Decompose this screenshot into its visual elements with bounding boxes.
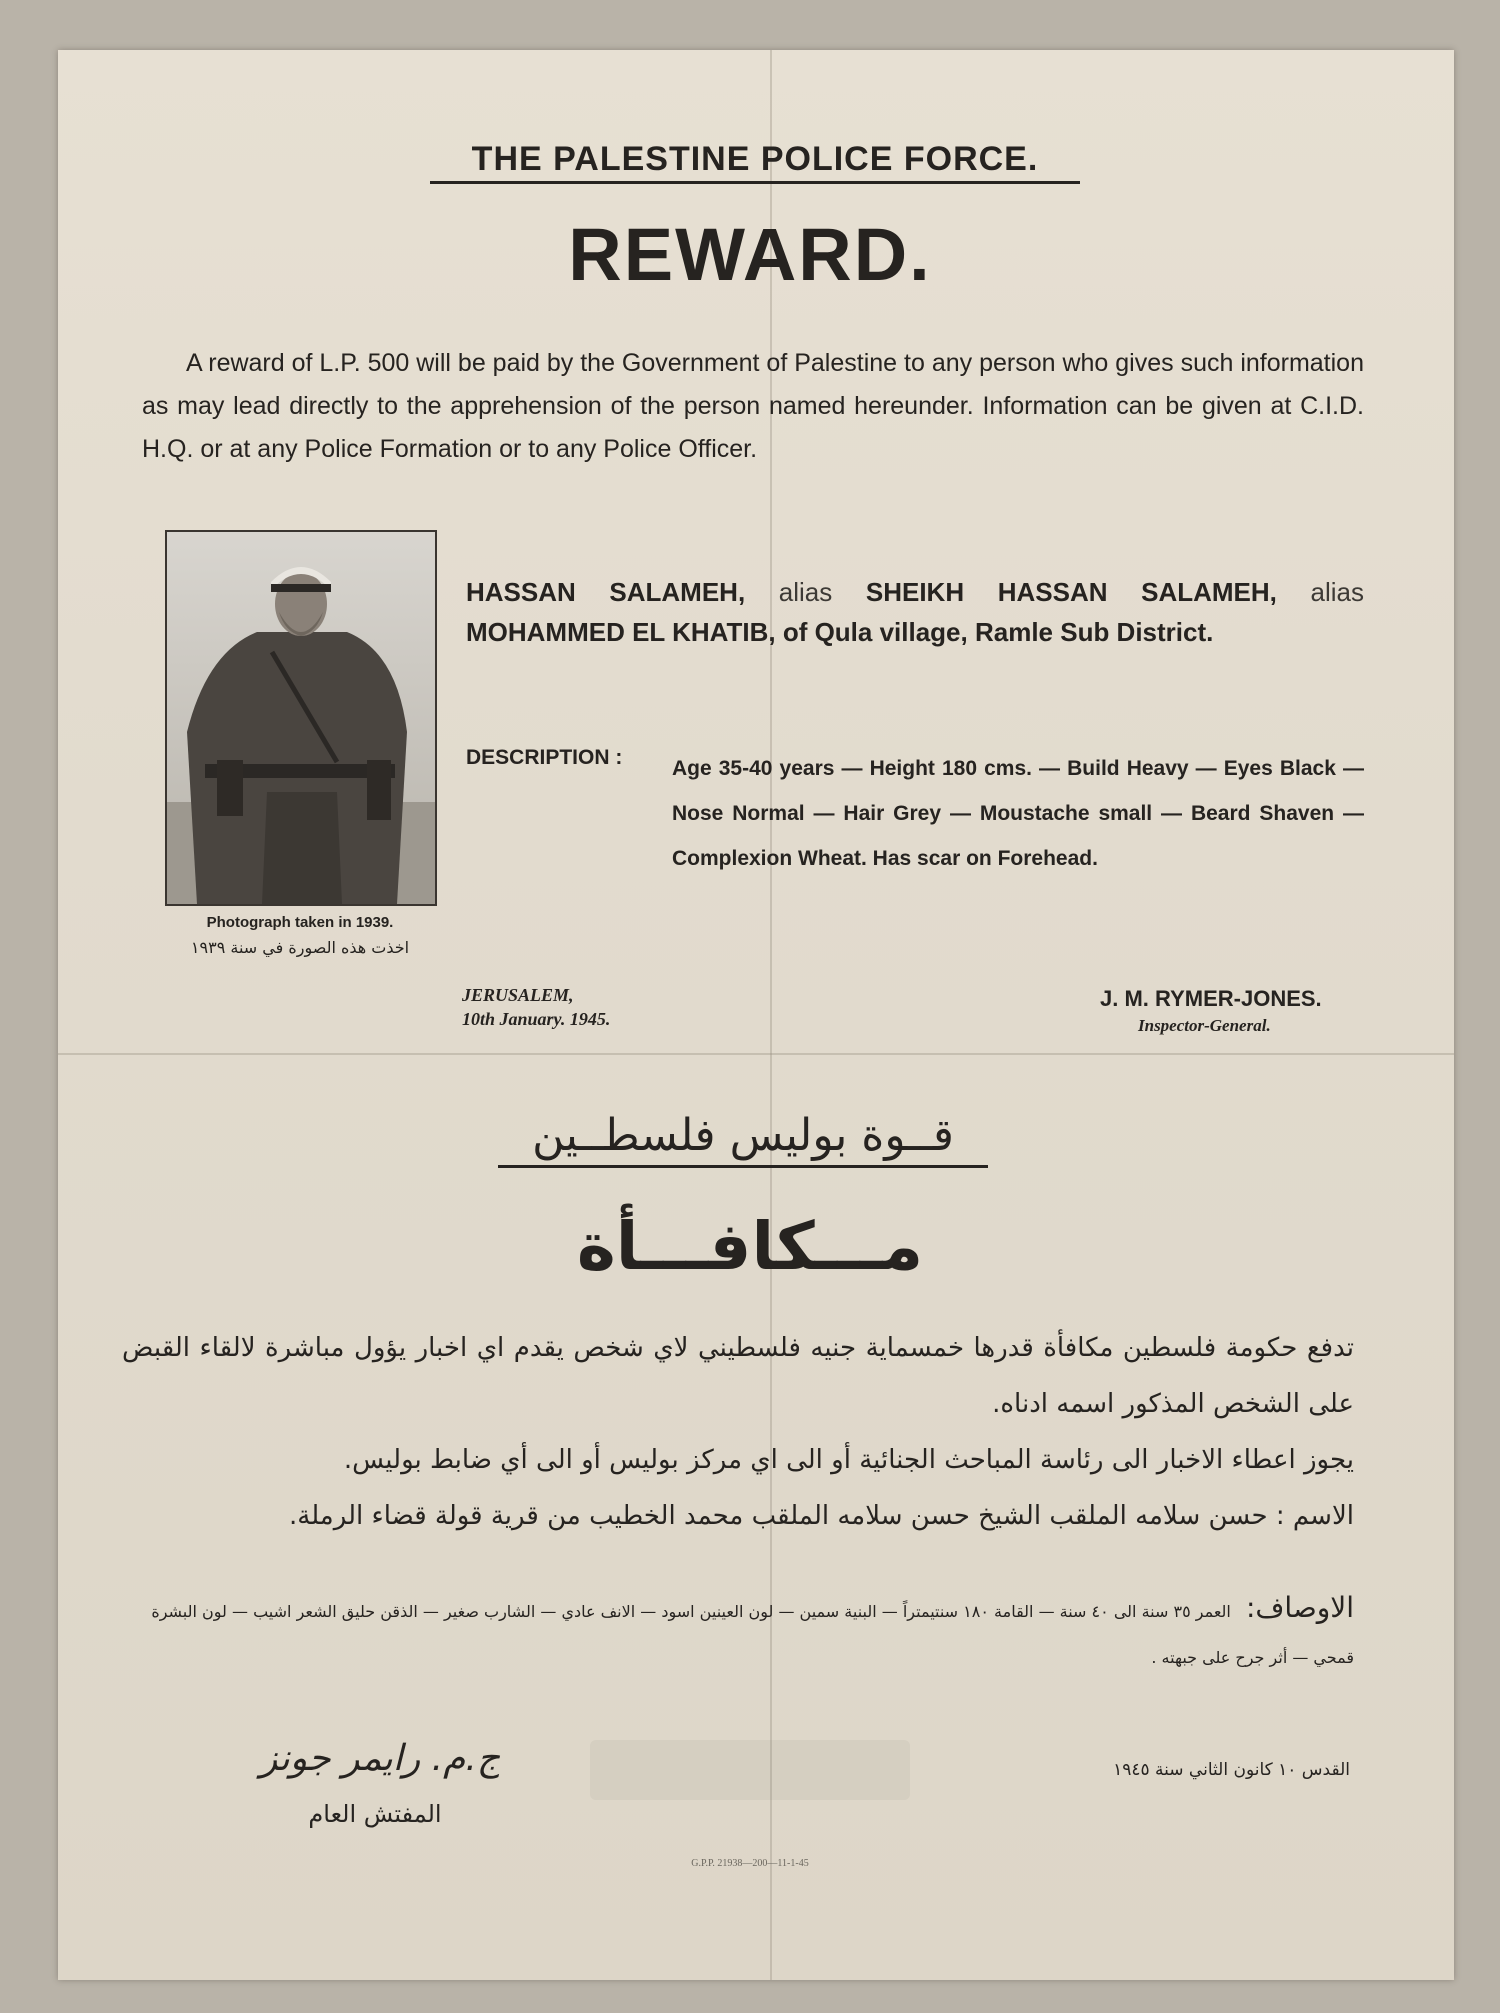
signer-title: Inspector-General. bbox=[1138, 1016, 1271, 1035]
person-origin: of Qula village, Ramle Sub District. bbox=[782, 617, 1214, 647]
arabic-description-label: الاوصاف: bbox=[1245, 1591, 1354, 1624]
poster-header-title: THE PALESTINE POLICE FORCE. bbox=[430, 140, 1080, 184]
person-alias-2: MOHAMMED EL KHATIB, bbox=[466, 617, 776, 647]
reward-heading: REWARD. bbox=[568, 213, 932, 296]
arabic-header-title: قــوة بوليس فلسطــين bbox=[498, 1110, 988, 1168]
description-label: DESCRIPTION : bbox=[466, 746, 623, 769]
alias-word: alias bbox=[1310, 577, 1364, 607]
fold-line-vertical bbox=[770, 50, 772, 1980]
print-code: G.P.P. 21938—200—11-1-45 bbox=[691, 1858, 809, 1869]
description-text: Age 35-40 years — Height 180 cms. — Build Heavy — Eyes Black — Nose Normal — Hair Grey — Moustache small — Beard Shaven — Complexion Wheat. Has scar on Forehead. bbox=[672, 757, 1364, 870]
alias-word: alias bbox=[778, 577, 833, 607]
signer-name: J. M. RYMER-JONES. bbox=[1100, 986, 1322, 1011]
person-name: HASSAN SALAMEH, bbox=[466, 577, 746, 607]
wanted-person-block bbox=[466, 572, 1364, 652]
faded-stamp bbox=[590, 1740, 910, 1800]
arabic-name-line bbox=[122, 1488, 1354, 1544]
photo-caption-english: Photograph taken in 1939. bbox=[206, 914, 394, 931]
arabic-paragraph-2: يجوز اعطاء الاخبار الى رئاسة المباحث الجنائية أو الى اي مركز بوليس أو الى أي ضابط بوليس. bbox=[343, 1445, 1354, 1475]
arabic-name-label: الاسم : bbox=[1275, 1501, 1354, 1531]
arabic-reward-heading: مـــكافـــأة bbox=[576, 1208, 924, 1285]
issue-date: 10th January. 1945. bbox=[462, 1009, 611, 1029]
arabic-description-text: العمر ٣٥ سنة الى ٤٠ سنة — القامة ١٨٠ سنتيمتراً — البنية سمين — لون العينين اسود — الانف عادي — الشارب صغير — الذقن حليق الشعر اشيب — لون البشرة قمحي — أثر جرح على جبهته . bbox=[151, 1602, 1354, 1667]
arabic-description bbox=[122, 1585, 1354, 1681]
arabic-signer-name: ج.م. رايمر جونز bbox=[259, 1738, 501, 1779]
arabic-body bbox=[122, 1320, 1354, 1544]
arabic-signer-title: المفتش العام bbox=[308, 1800, 442, 1828]
arabic-name-text: حسن سلامه الملقب الشيخ حسن سلامه الملقب محمد الخطيب من قرية قولة قضاء الرملة. bbox=[289, 1501, 1268, 1531]
photo-caption-arabic: اخذت هذه الصورة في سنة ١٩٣٩ bbox=[190, 938, 410, 957]
issue-place: JERUSALEM, bbox=[462, 985, 574, 1005]
place-date-english bbox=[462, 983, 610, 1031]
reward-poster bbox=[58, 50, 1454, 1980]
fold-line-horizontal bbox=[58, 1053, 1454, 1055]
suspect-photo-image bbox=[167, 532, 435, 904]
arabic-issue-date: القدس ١٠ كانون الثاني سنة ١٩٤٥ bbox=[1113, 1760, 1350, 1780]
reward-intro-paragraph: A reward of L.P. 500 will be paid by the Government of Palestine to any person who gives such information as may lead directly to the apprehension of the person named hereunder. Information can be given at C.I.D. H.Q. or at any Police Formation or to any Police Officer. bbox=[142, 349, 1364, 463]
person-alias-1: SHEIKH HASSAN SALAMEH, bbox=[865, 577, 1277, 607]
suspect-photograph bbox=[165, 530, 437, 906]
arabic-paragraph-1: تدفع حكومة فلسطين مكافأة قدرها خمسماية جنيه فلسطيني لاي شخص يقدم اي اخبار يؤول مباشرة لالقاء القبض على الشخص المذكور اسمه ادناه. bbox=[122, 1333, 1354, 1419]
